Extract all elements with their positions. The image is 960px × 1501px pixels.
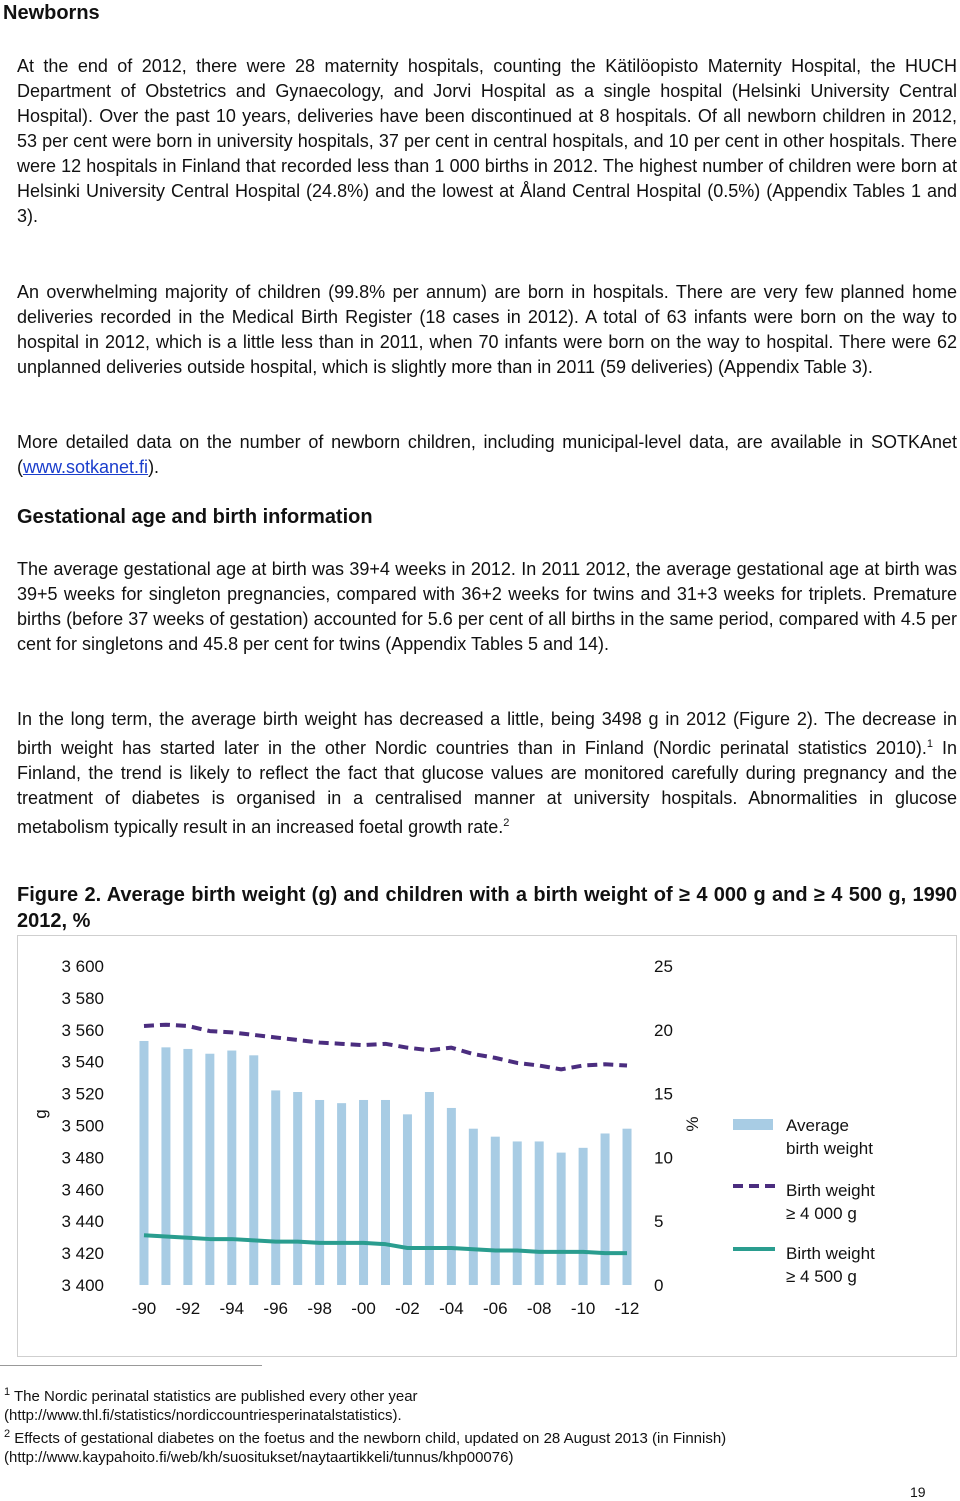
- left-axis-tick-label: 3 480: [61, 1148, 104, 1168]
- bar-average-birth-weight: [579, 1148, 588, 1285]
- bar-average-birth-weight: [271, 1090, 280, 1285]
- legend-label: Birth weight: [786, 1244, 875, 1263]
- page-heading: Newborns: [3, 2, 100, 24]
- footnote-divider: [0, 1365, 262, 1366]
- right-axis-tick-label: 20: [654, 1020, 673, 1040]
- sotkanet-link[interactable]: www.sotkanet.fi: [23, 457, 149, 477]
- x-axis-tick-label: -96: [263, 1299, 289, 1318]
- x-axis-tick-label: -98: [307, 1299, 332, 1318]
- bar-average-birth-weight: [205, 1054, 214, 1285]
- legend-label: Birth weight: [786, 1181, 875, 1200]
- x-axis-tick-label: -92: [175, 1299, 201, 1318]
- bar-average-birth-weight: [161, 1047, 170, 1285]
- paragraph-gestational-age: The average gestational age at birth was 39+4 weeks in 2012. In 2011 2012, the average gestational age at birth was 39+5 weeks for singleton pregnancies, compared with 36+2 weeks for twins and 31+3 weeks for triplets. Premature births (before 37 weeks of gestation) accounted for 5.6 per cent of all births in the same period, compared with 4.5 per cent for singletons and 45.8 per cent for twins (Appendix Tables 5 and 14).: [17, 559, 957, 654]
- bar-average-birth-weight: [535, 1141, 544, 1285]
- paragraph-sotkanet: More detailed data on the number of newborn children, including municipal-level data, are available in SOTKAnet (www.sotkanet.fi).: [17, 432, 957, 477]
- x-axis-tick-label: -12: [614, 1299, 640, 1318]
- line-birth-weight-4000: [144, 1025, 627, 1070]
- right-axis-tick-label: 5: [654, 1212, 664, 1232]
- legend-swatch-average-birth-weight: [733, 1119, 773, 1130]
- x-axis-tick-label: -02: [395, 1299, 420, 1318]
- right-axis-tick-label: 10: [654, 1148, 673, 1168]
- left-axis-tick-label: 3 520: [61, 1084, 104, 1104]
- bar-average-birth-weight: [491, 1137, 500, 1285]
- x-axis-tick-label: -08: [526, 1299, 552, 1318]
- footnote-ref-2[interactable]: 2: [503, 817, 510, 829]
- bar-average-birth-weight: [623, 1129, 632, 1285]
- paragraph-birth-weight: In the long term, the average birth weight has decreased a little, being 3498 g in 2012 (Figure 2). The decrease in birth weight has started later in the other Nordic countries than in Finland (Nordic perinatal statistics 2010).$^1$ In Finland, the trend is likely to reflect the fact that glucose values are monitored carefully during pregnancy and the treatment of diabetes is organised in a centralised manner at university hospitals. Abnormalities in glucose metabolism typically result in an increased foetal growth rate.$^2$: [17, 709, 958, 837]
- bar-average-birth-weight: [601, 1133, 610, 1285]
- x-axis-tick-label: -06: [482, 1299, 508, 1318]
- legend-label: ≥ 4 000 g: [786, 1204, 857, 1223]
- legend-label: Average: [786, 1116, 850, 1135]
- footnote-ref-1[interactable]: 1: [926, 738, 934, 750]
- section-subheading: Gestational age and birth information: [17, 506, 373, 528]
- paragraph-hospital-births: An overwhelming majority of children (99.8% per annum) are born in hospitals. There are very few planned home deliveries recorded in the Medical Birth Register (18 cases in 2012). A total of 63 infants were born on the way to hospital in 2012, which is a little less than in 2011, when 70 infants were born on the way to hospital. There were 62 unplanned deliveries outside hospital, which is slightly more than in 2011 (59 deliveries) (Appendix Table 3).: [17, 282, 957, 377]
- bar-average-birth-weight: [359, 1100, 368, 1285]
- bar-average-birth-weight: [249, 1055, 258, 1285]
- left-axis-title: g: [31, 1109, 50, 1119]
- right-axis-tick-label: 15: [654, 1084, 673, 1104]
- bar-average-birth-weight: [293, 1092, 302, 1285]
- bar-average-birth-weight: [381, 1100, 390, 1285]
- left-axis-tick-label: 3 460: [61, 1180, 104, 1200]
- bar-average-birth-weight: [403, 1114, 412, 1285]
- left-axis-tick-label: 3 560: [61, 1020, 104, 1040]
- bar-average-birth-weight: [227, 1051, 236, 1285]
- legend-label: birth weight: [786, 1139, 873, 1158]
- x-axis-tick-label: -10: [570, 1299, 596, 1318]
- x-axis-tick-label: -04: [439, 1299, 464, 1318]
- footnote-1: $^1$ The Nordic perinatal statistics are published every other year: [4, 1386, 418, 1405]
- left-axis-tick-label: 3 580: [61, 988, 104, 1008]
- x-axis-tick-label: -90: [131, 1299, 157, 1318]
- left-axis-tick-label: 3 400: [61, 1276, 104, 1295]
- bar-average-birth-weight: [469, 1129, 478, 1285]
- bar-average-birth-weight: [139, 1041, 148, 1285]
- figure-title: Figure 2. Average birth weight (g) and children with a birth weight of ≥ 4 000 g and ≥ 4 500 g, 1990 2012, %: [17, 884, 957, 932]
- left-axis-tick-label: 3 500: [61, 1116, 104, 1136]
- footnote-2: $^2$ Effects of gestational diabetes on the foetus and the newborn child, updated on 28 August 2013 (in Finnish): [4, 1428, 727, 1447]
- footnote-1-url[interactable]: (http://www.thl.fi/statistics/nordiccountriesperinatalstatistics).: [4, 1407, 402, 1424]
- left-axis-tick-label: 3 540: [61, 1052, 104, 1072]
- footnotes: [4, 1383, 944, 1467]
- footnote-2-url[interactable]: (http://www.kaypahoito.fi/web/kh/suositukset/naytaartikkeli/tunnus/khp00076): [4, 1449, 514, 1466]
- right-axis-tick-label: 0: [654, 1276, 664, 1295]
- figure-2-chart: [17, 935, 957, 1357]
- left-axis-tick-label: 3 600: [61, 957, 104, 976]
- legend-label: ≥ 4 500 g: [786, 1267, 857, 1286]
- chart-svg: [18, 936, 956, 1356]
- page-number: 19: [910, 1484, 926, 1500]
- right-axis-title: %: [683, 1116, 702, 1132]
- left-axis-tick-label: 3 420: [61, 1244, 104, 1264]
- bar-average-birth-weight: [315, 1100, 324, 1285]
- x-axis-tick-label: -94: [219, 1299, 245, 1318]
- bar-average-birth-weight: [447, 1108, 456, 1285]
- bar-average-birth-weight: [513, 1141, 522, 1285]
- bar-average-birth-weight: [425, 1092, 434, 1285]
- x-axis-tick-label: -00: [351, 1299, 376, 1318]
- paragraph-maternity-hospitals: At the end of 2012, there were 28 maternity hospitals, counting the Kätilöopisto Maternity Hospital, the HUCH Department of Obstetrics and Gynaecology, and Jorvi Hospital as a single hospital (Helsinki University Central Hospital). Over the past 10 years, deliveries have been discontinued at 8 hospitals. Of all newborn children in 2012, 53 per cent were born in university hospitals, 37 per cent in central hospitals, and 10 per cent in other hospitals. There were 12 hospitals in Finland that recorded less than 1 000 births in 2012. The highest number of children were born at Helsinki University Central Hospital (24.8%) and the lowest at Åland Central Hospital (0.5%) (Appendix Tables 1 and 3).: [17, 56, 957, 226]
- bar-average-birth-weight: [183, 1049, 192, 1285]
- right-axis-tick-label: 25: [654, 957, 673, 976]
- bar-average-birth-weight: [337, 1103, 346, 1285]
- bar-average-birth-weight: [557, 1153, 566, 1285]
- left-axis-tick-label: 3 440: [61, 1212, 104, 1232]
